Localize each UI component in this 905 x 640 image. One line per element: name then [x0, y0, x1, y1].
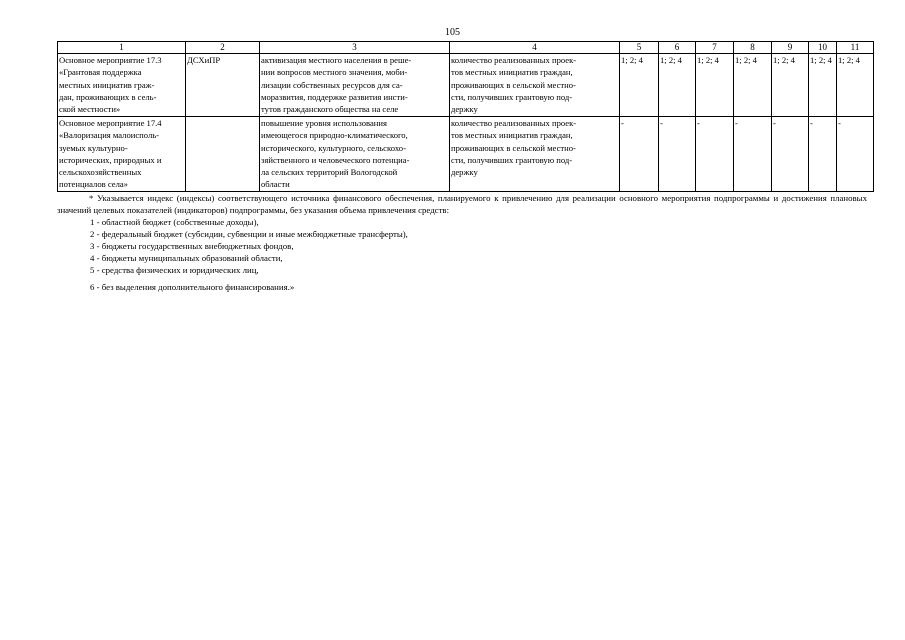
subprogram-activities-table — [57, 41, 874, 192]
funding-source-cell: 1; 2; 4 — [696, 54, 734, 117]
activity-name-line: «Валоризация малоисполь- — [59, 130, 160, 141]
executor-cell — [186, 117, 260, 192]
funding-source-cell: 1; 2; 4 — [772, 54, 809, 117]
funding-source-item: 1 - областной бюджет (собственные доходы), — [90, 217, 259, 227]
indicator-line: тов местных инициатив граждан, — [451, 67, 573, 78]
column-header: 3 — [260, 42, 450, 54]
funding-source-item: 5 - средства физических и юридических лиц, — [90, 265, 259, 275]
expected-result-line: исторического, культурного, сельскохо- — [261, 142, 406, 153]
funding-source-cell: 1; 2; 4 — [809, 54, 837, 117]
expected-result-line: области — [261, 179, 290, 190]
indicator-line: количество реализованных проек- — [451, 118, 577, 128]
indicator-line: проживающих в сельской местно- — [451, 79, 576, 90]
activity-name-line: Основное мероприятие 17.4 — [59, 118, 162, 128]
indicator-line: держку — [451, 167, 478, 178]
table-row — [58, 117, 874, 192]
column-header: 9 — [772, 42, 809, 54]
indicator-line: держку — [451, 104, 478, 115]
column-header: 8 — [734, 42, 772, 54]
funding-source-item: 4 - бюджеты муниципальных образований области, — [90, 253, 283, 263]
expected-result-cell — [260, 54, 450, 117]
table-header-row — [58, 42, 874, 54]
funding-source-cell: - — [659, 117, 696, 192]
activity-name-line: дан, проживающих в сель- — [59, 91, 157, 102]
expected-result-line: зяйственного и человеческого потенциа- — [261, 154, 410, 165]
expected-result-line: ла сельских территорий Вологодской — [261, 167, 398, 178]
activity-name-line: сельскохозяйственных — [59, 167, 142, 178]
expected-result-line: моразвития, поддержке развития инсти- — [261, 91, 408, 102]
funding-source-cell: - — [837, 117, 874, 192]
funding-source-cell: 1; 2; 4 — [659, 54, 696, 117]
expected-result-line: имеющегося природно-климатического, — [261, 130, 408, 141]
expected-result-line: активизация местного населения в реше- — [261, 55, 412, 65]
funding-source-item: 2 - федеральный бюджет (субсидии, субвенции и иные межбюджетные трансферты), — [90, 229, 408, 239]
indicator-cell — [450, 54, 620, 117]
activity-name-cell — [58, 117, 186, 192]
page-number: 105 — [445, 27, 460, 38]
activity-name-line: местных инициатив граж- — [59, 79, 155, 90]
table-row — [58, 54, 874, 117]
funding-source-cell: - — [620, 117, 659, 192]
column-header: 11 — [837, 42, 874, 54]
funding-source-item: 3 - бюджеты государственных внебюджетных фондов, — [90, 241, 294, 251]
expected-result-line: повышение уровня использования — [261, 118, 387, 128]
funding-source-cell: - — [734, 117, 772, 192]
funding-source-cell: - — [696, 117, 734, 192]
funding-source-cell: 1; 2; 4 — [837, 54, 874, 117]
expected-result-line: лизации собственных ресурсов для са- — [261, 79, 403, 90]
footnote — [57, 192, 867, 293]
column-header: 1 — [58, 42, 186, 54]
funding-source-item: 6 - без выделения дополнительного финансирования.» — [90, 282, 295, 292]
funding-source-cell: 1; 2; 4 — [620, 54, 659, 117]
indicator-line: сти, получивших грантовую под- — [451, 91, 573, 102]
indicator-line: проживающих в сельской местно- — [451, 142, 576, 153]
column-header: 5 — [620, 42, 659, 54]
column-header: 2 — [186, 42, 260, 54]
expected-result-cell — [260, 117, 450, 192]
indicator-line: тов местных инициатив граждан, — [451, 130, 573, 141]
column-header: 10 — [809, 42, 837, 54]
expected-result-line: нии вопросов местного значения, моби- — [261, 67, 408, 78]
activity-name-line: Основное мероприятие 17.3 — [59, 55, 162, 65]
activity-name-line: ской местности» — [59, 104, 121, 115]
activity-name-line: «Грантовая поддержка — [59, 67, 142, 78]
activity-name-cell — [58, 54, 186, 117]
column-header: 6 — [659, 42, 696, 54]
executor-cell: ДСХиПР — [186, 54, 260, 117]
footnote-intro: * Указывается индекс (индексы) соответствующего источника финансового обеспечения, планируемого к привлечению для реализации основного мероприятия подпрограммы и достижения плановых значений целевых показателей (индикаторов) подпрограммы, без указания объема привлечения средств: — [57, 193, 867, 215]
column-header: 7 — [696, 42, 734, 54]
indicator-line: количество реализованных проек- — [451, 55, 577, 65]
funding-source-cell: - — [809, 117, 837, 192]
activity-name-line: потенциалов села» — [59, 179, 128, 190]
expected-result-line: тутов гражданского общества на селе — [261, 104, 399, 115]
funding-source-cell: - — [772, 117, 809, 192]
column-header: 4 — [450, 42, 620, 54]
indicator-line: сти, получивших грантовую под- — [451, 154, 573, 165]
activity-name-line: исторических, природных и — [59, 154, 162, 165]
activity-name-line: зуемых культурно- — [59, 142, 128, 153]
indicator-cell — [450, 117, 620, 192]
funding-source-cell: 1; 2; 4 — [734, 54, 772, 117]
